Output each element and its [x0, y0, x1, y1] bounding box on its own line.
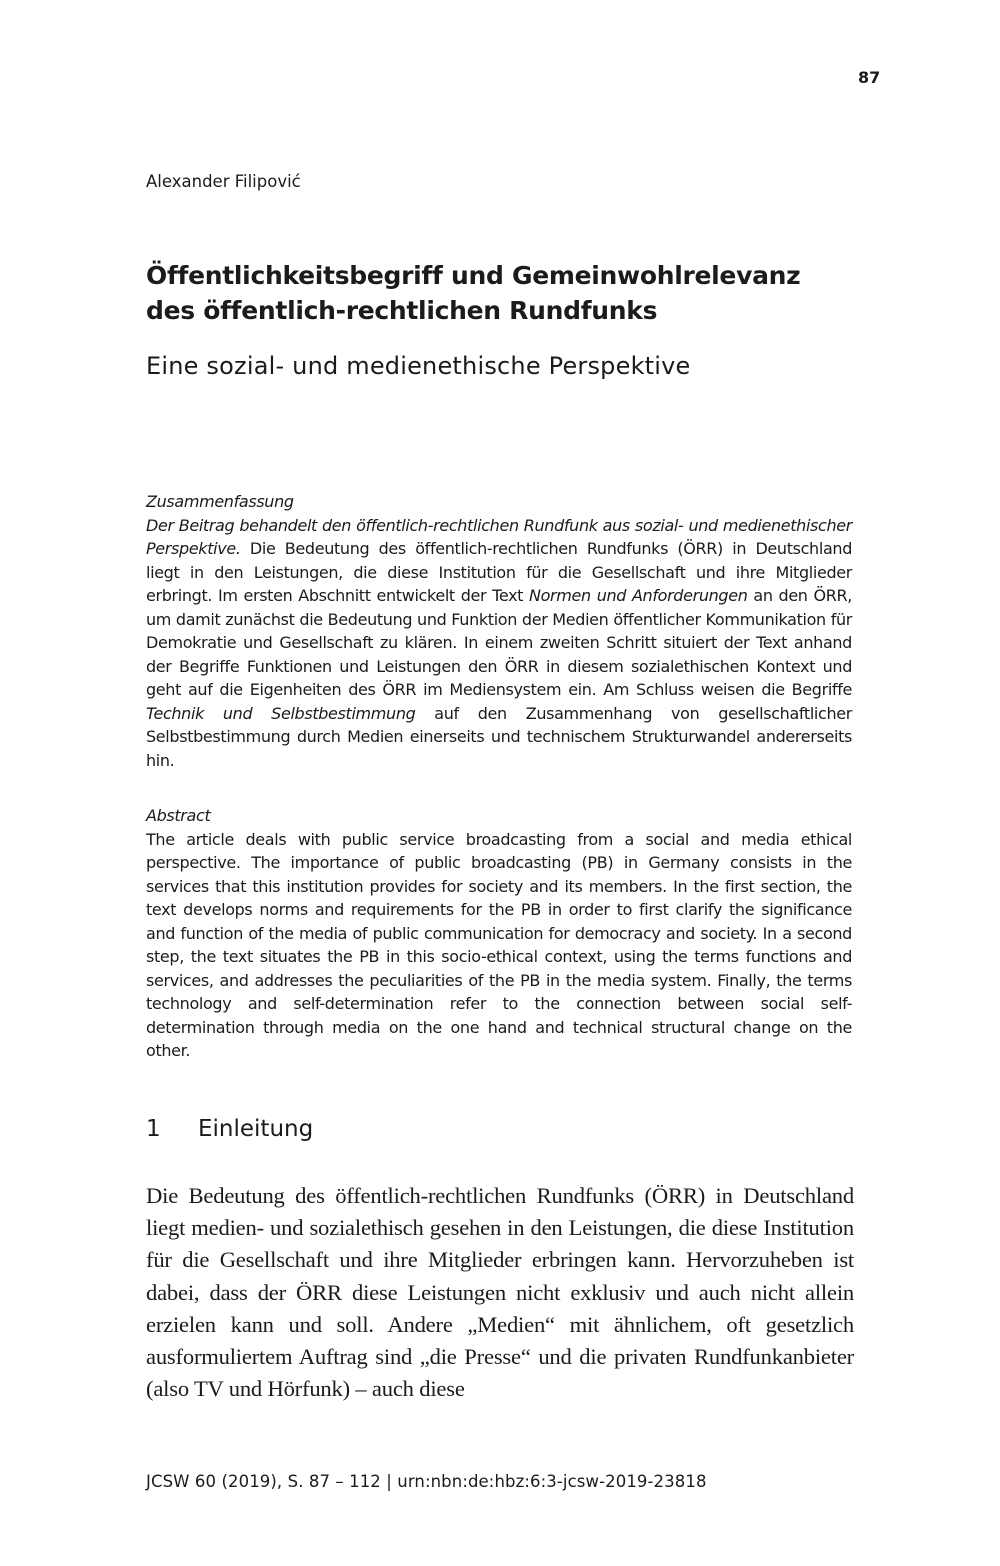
- zusammenfassung-text: [146, 514, 852, 773]
- zusammenfassung-heading: Zusammenfassung: [146, 492, 294, 511]
- page-number: 87: [858, 68, 881, 87]
- zusammenfassung-text-3: auf den Zusammenhang von gesellschaftlicher Selbstbestimmung durch Medien einerseits und technischem Strukturwandel andererseits hin.: [146, 703, 852, 770]
- abstract-heading: Abstract: [146, 806, 211, 825]
- zusammenfassung-section: [146, 490, 852, 772]
- abstract-text: The article deals with public service broadcasting from a social and media ethical perspective. The importance of public broadcasting (PB) in Germany consists in the services that this institution provides for society and its members. In the first section, the text develops norms and requirements for the PB in order to first clarify the significance and function of the media of public communication for democracy and society. In a second step, the text situates the PB in this socio-ethical context, using the terms functions and services, and addresses the peculiarities of the PB in the media system. Finally, the terms technology and self-determination refer to the connection between social self-determination through media on the one hand and technical structural change on the other.: [146, 829, 852, 1060]
- section-heading: [146, 1116, 313, 1142]
- title-line-2: des öffentlich-rechtlichen Rundfunks: [146, 296, 658, 325]
- title-line-1: Öffentlichkeitsbegriff und Gemeinwohlrelevanz: [146, 261, 801, 290]
- section-number: 1: [146, 1116, 161, 1142]
- zusammenfassung-text-2: an den ÖRR, um damit zunächst die Bedeutung und Funktion der Medien öffentlicher Kommunikation für Demokratie und Gesellschaft zu klären. In einem zweiten Schritt situiert der Text anhand der Begriffe Funktionen und Leistungen den ÖRR in diesem sozialethischen Kontext und geht auf die Eigenheiten des ÖRR im Mediensystem ein. Am Schluss weisen die Begriffe: [146, 586, 852, 699]
- body-paragraph: Die Bedeutung des öffentlich-rechtlichen Rundfunks (ÖRR) in Deutschland liegt medien- und sozialethisch gesehen in den Leistungen, die diese Institution für die Gesellschaft und ihre Mitglieder erbringen kann. Hervorzuheben ist dabei, dass der ÖRR diese Leistungen nicht exklusiv und auch nicht allein erzielen kann und soll. Andere „Medien“ mit ähnlichem, oft gesetzlich ausformuliertem Auftrag sind „die Presse“ und die privaten Rundfunkanbieter (also TV und Hörfunk) – auch diese: [146, 1183, 854, 1402]
- citation-footer: JCSW 60 (2019), S. 87 – 112 | urn:nbn:de:hbz:6:3-jcsw-2019-23818: [146, 1472, 707, 1491]
- article-subtitle: Eine sozial- und medienethische Perspektive: [146, 352, 691, 380]
- zusammenfassung-text-1: Die Bedeutung des öffentlich-rechtlichen Rundfunks (ÖRR) in Deutschland liegt in den Leistungen, die diese Institution für die Gesellschaft und ihre Mitglieder erbringt. Im ersten Abschnitt entwickelt der Text: [146, 539, 852, 605]
- author-name: Alexander Filipović: [146, 172, 301, 191]
- zusammenfassung-italic-intro: Der Beitrag behandelt den öffentlich-rechtlichen Rundfunk aus sozial- und medienethischer Perspektive.: [146, 515, 852, 558]
- section-title: Einleitung: [198, 1116, 314, 1142]
- abstract-section: [146, 804, 852, 1063]
- zusammenfassung-italic-2: Technik und Selbstbestimmung: [146, 703, 416, 723]
- article-title: [146, 258, 866, 328]
- zusammenfassung-italic-1: Normen und Anforderungen: [529, 586, 748, 605]
